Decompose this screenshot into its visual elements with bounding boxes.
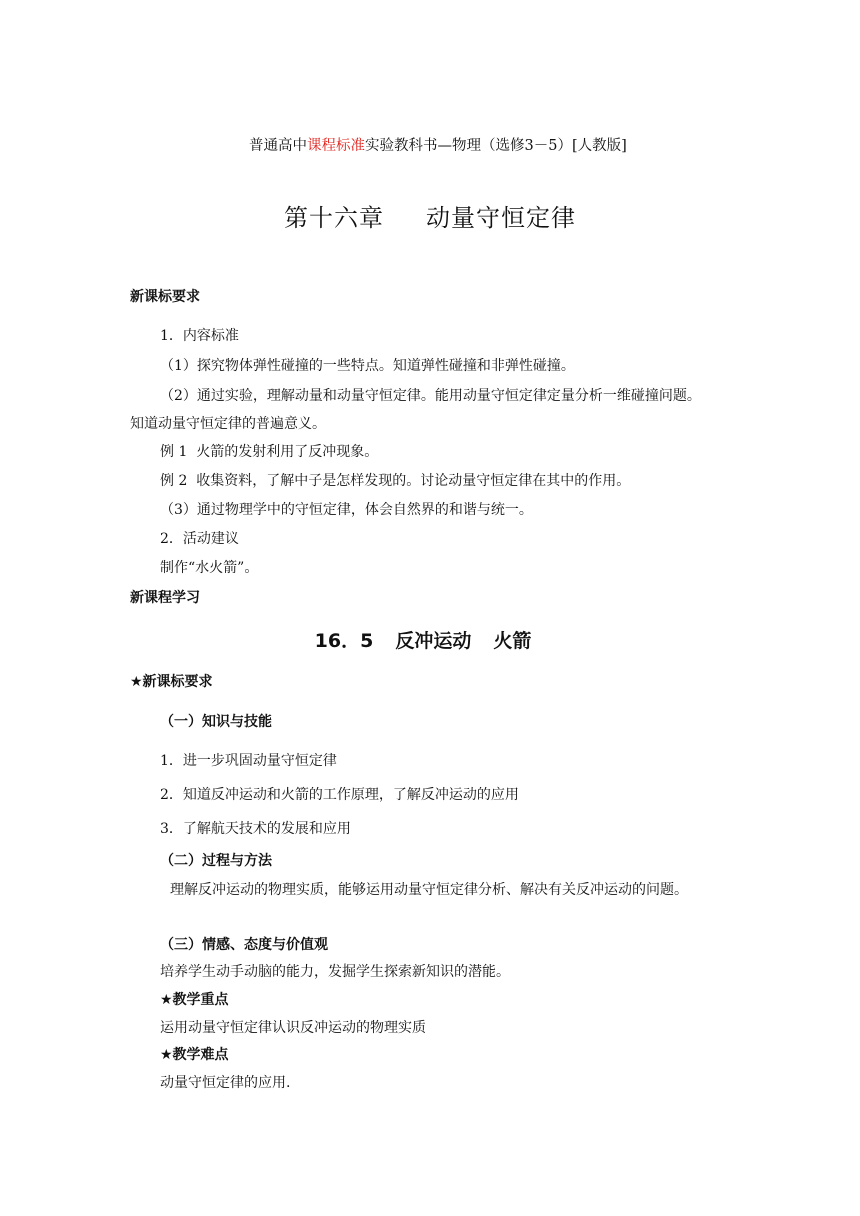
example-1: 例 1 火箭的发射利用了反冲现象。	[160, 444, 379, 460]
header-part3: 实验教科书—物理（选修3－5）[人教版]	[365, 138, 627, 154]
key-point-text: 运用动量守恒定律认识反冲运动的物理实质	[160, 1020, 426, 1036]
curriculum-heading: 新课标要求	[130, 289, 200, 305]
activity-title: 2．活动建议	[160, 531, 239, 547]
emotion-text: 培养学生动手动脑的能力，发掘学生探索新知识的潜能。	[160, 964, 510, 980]
knowledge-item-2: 2．知道反冲运动和火箭的工作原理，了解反冲运动的应用	[160, 787, 519, 803]
content-standard-title: 1．内容标准	[160, 328, 239, 344]
section-title-1: 反冲运动	[395, 630, 472, 652]
chapter-name: 动量守恒定律	[426, 204, 576, 232]
content-standard-3: （3）通过物理学中的守恒定律，体会自然界的和谐与统一。	[160, 502, 533, 518]
section-title-2: 火箭	[493, 630, 532, 652]
difficult-point-text: 动量守恒定律的应用.	[160, 1075, 291, 1091]
section-number: 16．5	[314, 630, 374, 652]
content-standard-2-line1: （2）通过实验，理解动量和动量守恒定律。能用动量守恒定律定量分析一维碰撞问题。	[160, 388, 701, 404]
header-part1: 普通高中	[249, 138, 307, 154]
knowledge-item-1: 1．进一步巩固动量守恒定律	[160, 753, 337, 769]
emotion-heading: （三）情感、态度与价值观	[160, 937, 328, 953]
course-study-heading: 新课程学习	[130, 590, 200, 606]
key-point-heading: ★教学重点	[160, 992, 229, 1008]
example-2: 例 2 收集资料，了解中子是怎样发现的。讨论动量守恒定律在其中的作用。	[160, 473, 631, 489]
content-standard-2-line2: 知道动量守恒定律的普遍意义。	[130, 416, 326, 432]
process-text: 理解反冲运动的物理实质，能够运用动量守恒定律分析、解决有关反冲运动的问题。	[170, 882, 688, 898]
book-header	[249, 136, 627, 156]
knowledge-heading: （一）知识与技能	[160, 714, 272, 730]
activity-text: 制作“水火箭”。	[160, 560, 259, 576]
chapter-title	[0, 202, 860, 234]
section-title	[0, 627, 846, 655]
content-standard-1: （1）探究物体弹性碰撞的一些特点。知道弹性碰撞和非弹性碰撞。	[160, 358, 575, 374]
header-highlight: 课程标准	[307, 138, 365, 154]
knowledge-item-3: 3．了解航天技术的发展和应用	[160, 821, 351, 837]
difficult-point-heading: ★教学难点	[160, 1047, 229, 1063]
objectives-heading: ★新课标要求	[130, 674, 213, 690]
chapter-number: 第十六章	[284, 204, 384, 232]
process-heading: （二）过程与方法	[160, 853, 272, 869]
